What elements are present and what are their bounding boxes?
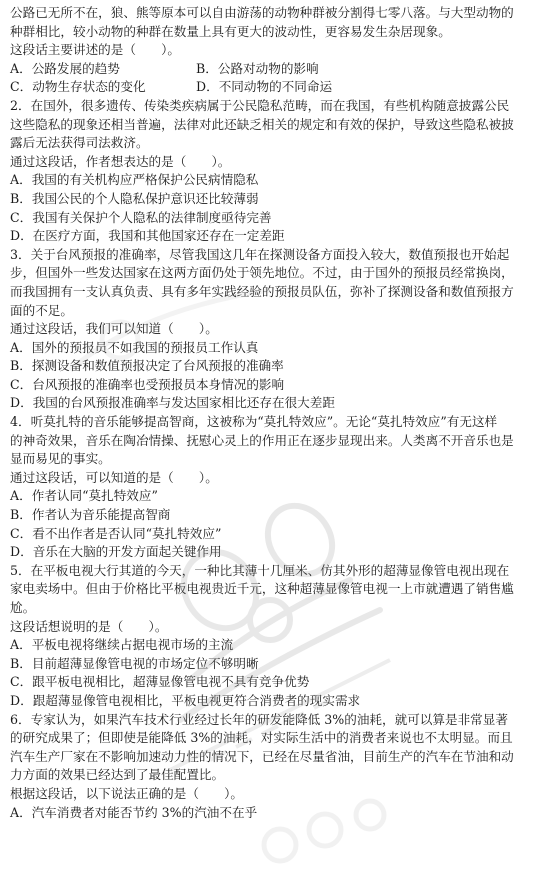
options-row: [10, 60, 551, 79]
passage-line: 家电卖场中。但由于价格比平板电视贵近千元，这种超薄显像管电视一上市就遭遇了销售尴: [10, 581, 514, 597]
option-c: C．我国有关保护个人隐私的法律制度亟待完善: [10, 209, 272, 225]
option-d: D．在医疗方面，我国和其他国家还存在一定差距: [10, 228, 285, 244]
passage-line: 步，但国外一些发达国家在这两方面仍处于领先地位。不过，由于国外的预报员经常换岗，: [10, 265, 514, 281]
option-c: C．动物生存状态的变化: [10, 79, 146, 95]
question-6-block: [10, 711, 551, 823]
passage-line: 而我国拥有一支认真负责、具有多年实践经验的预报员队伍，弥补了探测设备和数值预报方: [10, 283, 514, 299]
option-d: D．音乐在大脑的开发方面起关键作用: [10, 544, 222, 560]
question-prompt: 根据这段话，以下说法正确的是（ ）。: [10, 785, 243, 801]
option-d: D．不同动物的不同命运: [196, 79, 333, 95]
option-a: A．国外的预报员不如我国的预报员工作认真: [10, 339, 259, 355]
question-2-block: [10, 97, 551, 246]
question-3-block: [10, 246, 551, 413]
question-prompt: 通过这段话，作者想表达的是（ ）。: [10, 153, 231, 169]
option-b: B．我国公民的个人隐私保护意识还比较薄弱: [10, 190, 259, 206]
passage-line: 力方面的效果已经达到了最佳配置比。: [10, 767, 225, 783]
passage-line: 显而易见的事实。: [10, 451, 111, 467]
passage-line: 6．专家认为，如果汽车技术行业经过长年的研发能降低 3%的油耗，就可以算是非常显著: [10, 711, 508, 727]
passage-line: 面的不足。: [10, 302, 73, 318]
option-d: D．我国的台风预报准确率与发达国家相比还存在很大差距: [10, 395, 335, 411]
passage-line: 露后无法获得司法救济。: [10, 135, 149, 151]
option-a: A．公路发展的趋势: [10, 60, 120, 76]
passage-line: 的神奇效果，音乐在陶冶情操、抚慰心灵上的作用正在逐步显现出来。人类离不开音乐也是: [10, 432, 514, 448]
question-5-block: [10, 562, 551, 711]
passage-line: 2．在国外，很多遗传、传染类疾病属于公民隐私范畴，而在我国，有些机构随意披露公民: [10, 97, 510, 113]
options-row: [10, 78, 551, 97]
passage-line: 3．关于台风预报的准确率，尽管我国这几年在探测设备方面投入较大，数值预报也开始起: [10, 246, 510, 262]
option-d: D．跟超薄显像管电视相比，平板电视更符合消费者的现实需求: [10, 692, 361, 708]
option-c: C．看不出作者是否认同“莫扎特效应”: [10, 525, 222, 541]
passage-line: 4．听莫扎特的音乐能够提高智商，这被称为“莫扎特效应”。无论“莫扎特效应”有无这样: [10, 414, 498, 430]
passage-line: 5．在平板电视大行其道的今天，一种比其薄十几厘米、仿其外形的超薄显像管电视出现在: [10, 562, 510, 578]
option-c: C．跟平板电视相比，超薄显像管电视不具有竞争优势: [10, 674, 310, 690]
option-a: A．汽车消费者对能否节约 3%的汽油不在乎: [10, 804, 258, 820]
passage-line: 这些隐私的现象还相当普遍，法律对此还缺乏相关的规定和有效的保护，导致这些隐私被披: [10, 116, 514, 132]
question-prompt: 这段话主要讲述的是（ ）。: [10, 42, 181, 58]
passage-line: 公路已无所不在，狼、熊等原本可以自由游荡的动物种群被分割得七零八落。与大型动物的: [10, 5, 514, 20]
option-c: C．台风预报的准确率也受预报员本身情况的影响: [10, 376, 285, 392]
passage-line: 的研究成果了；但即使是能降低 3%的油耗，对实际生活中的消费者来说也不太明显。而且: [10, 730, 513, 746]
question-1-block: [10, 4, 551, 97]
question-prompt: 通过这段话，我们可以知道（ ）。: [10, 321, 218, 337]
passage-line: 种群相比，较小动物的种群在数量上具有更大的波动性，更容易发生杂居现象。: [10, 23, 451, 39]
question-4-block: [10, 413, 551, 562]
option-a: A．作者认同“莫扎特效应”: [10, 488, 158, 504]
option-b: B．公路对动物的影响: [196, 60, 319, 76]
option-b: B．目前超薄显像管电视的市场定位不够明晰: [10, 655, 259, 671]
passage-line: 尬。: [10, 600, 36, 615]
option-b: B．作者认为音乐能提高智商: [10, 507, 171, 523]
option-a: A．平板电视将继续占据电视市场的主流: [10, 637, 234, 653]
passage-line: 汽车生产厂家在不影响加速动力性的情况下，已经在尽量省油，目前生产的汽车在节油和动: [10, 748, 514, 764]
question-prompt: 通过这段话，可以知道的是（ ）。: [10, 469, 218, 485]
option-b: B．探测设备和数值预报决定了台风预报的准确率: [10, 358, 284, 374]
question-prompt: 这段话想说明的是（ ）。: [10, 618, 168, 634]
option-a: A．我国的有关机构应严格保护公民病情隐私: [10, 172, 259, 188]
